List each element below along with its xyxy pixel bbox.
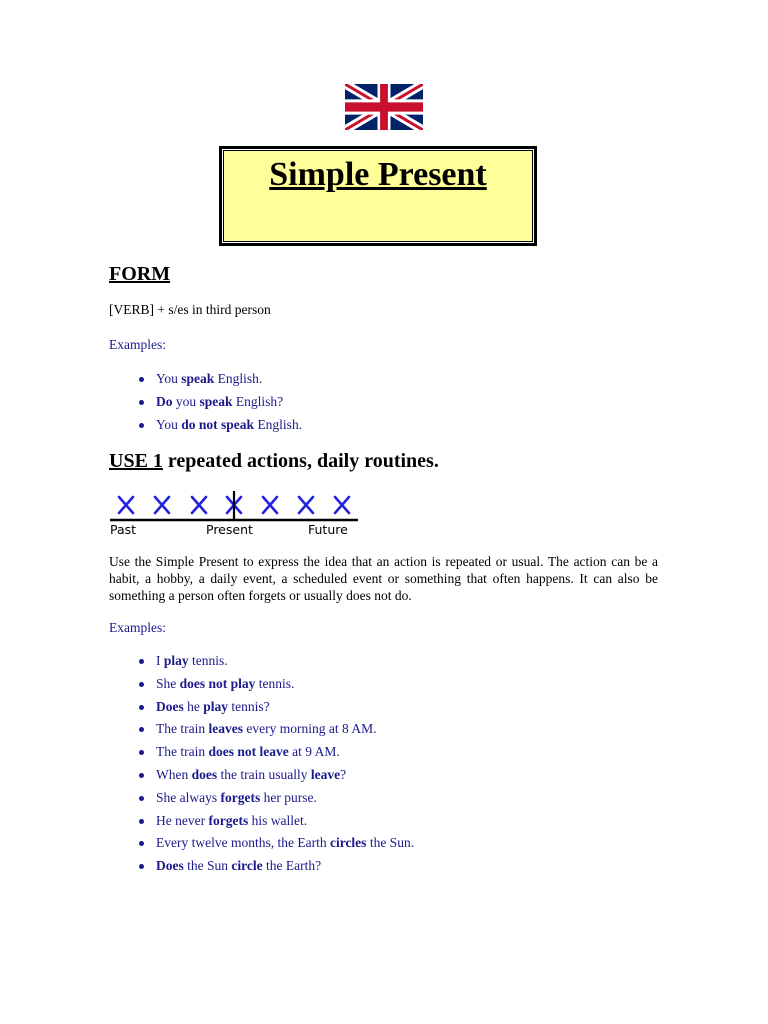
verb-emphasis: Does [156,858,184,874]
uk-flag-icon [345,84,423,130]
list-item [139,766,414,789]
example-text: every morning at 8 AM. [242,721,377,737]
x-mark-icon [299,497,313,513]
verb-emphasis: circles [329,835,367,851]
example-text: you [172,393,200,409]
example-text: Every twelve months, the Earth [156,835,330,851]
title-box [219,146,537,246]
verb-emphasis: leaves [208,721,243,737]
form-formula: [VERB] + s/es in third person [109,302,271,317]
example-text: the Earth? [262,858,322,874]
example-text: he [183,698,204,714]
verb-emphasis: Do [156,393,173,409]
x-mark-icon [192,497,206,513]
example-text: I [156,653,164,668]
example-text: at 9 AM. [288,744,340,760]
example-text: tennis? [228,698,270,714]
example-text: English. [214,371,263,386]
list-item [139,857,414,880]
list-item [139,370,302,393]
example-text: the Sun [183,858,232,874]
x-mark-icon [335,497,349,513]
example-text: her purse. [260,789,317,805]
example-text: She [156,675,180,691]
list-item [139,834,414,857]
list-item [139,812,414,835]
page-title: Simple Present [269,156,487,193]
use1-examples-list [139,652,414,880]
example-text: the Sun. [366,835,415,851]
use1-heading-text: repeated actions, daily routines. [162,450,439,472]
example-text: tennis. [255,675,295,691]
verb-emphasis: leave [310,766,341,782]
list-item [139,789,414,812]
use1-examples-label: Examples: [109,620,166,635]
verb-emphasis: speak [199,393,233,409]
use1-description: Use the Simple Present to express the idea that an action is repeated or usual. The action can be a habit, a hobby, a daily event, a scheduled event or something that often happens. It can also be something a person often forgets or usually does not do. [109,554,658,603]
timeline-label-past: Past [110,522,137,537]
list-item [139,698,414,721]
x-mark-icon [155,497,169,513]
verb-emphasis: forgets [220,789,261,805]
example-text: He never [156,812,209,828]
list-item [139,416,302,439]
verb-emphasis: speak [181,371,215,386]
example-text: the train usually [217,766,311,782]
verb-emphasis: does [191,766,218,782]
x-mark-icon [119,497,133,513]
example-text: You [156,371,182,386]
verb-emphasis: does not leave [208,744,289,760]
timeline-label-future: Future [308,522,348,537]
verb-emphasis: play [163,653,189,668]
example-text: She always [156,789,221,805]
list-item [139,720,414,743]
example-text: his wallet. [248,812,308,828]
verb-emphasis: Does [156,698,184,714]
form-heading: FORM [109,263,171,285]
verb-emphasis: circle [231,858,263,874]
form-examples-list [139,370,302,438]
verb-emphasis: do not speak [181,416,255,432]
verb-emphasis: forgets [208,812,249,828]
example-text: English? [232,393,284,409]
list-item [139,675,414,698]
verb-emphasis: does not play [179,675,256,691]
use1-heading-number: USE 1 [109,450,163,472]
list-item [139,652,414,675]
form-examples-label: Examples: [109,337,166,352]
use1-heading [109,450,439,473]
list-item [139,743,414,766]
example-text: The train [156,744,209,760]
timeline-diagram [108,488,364,538]
example-text: The train [156,721,209,737]
verb-emphasis: play [203,698,229,714]
example-text: tennis. [188,653,228,668]
example-text: English. [254,416,303,432]
timeline-label-present: Present [206,522,253,537]
list-item [139,393,302,416]
example-text: You [156,416,182,432]
example-text: ? [340,766,347,782]
x-mark-icon [263,497,277,513]
example-text: When [156,766,192,782]
